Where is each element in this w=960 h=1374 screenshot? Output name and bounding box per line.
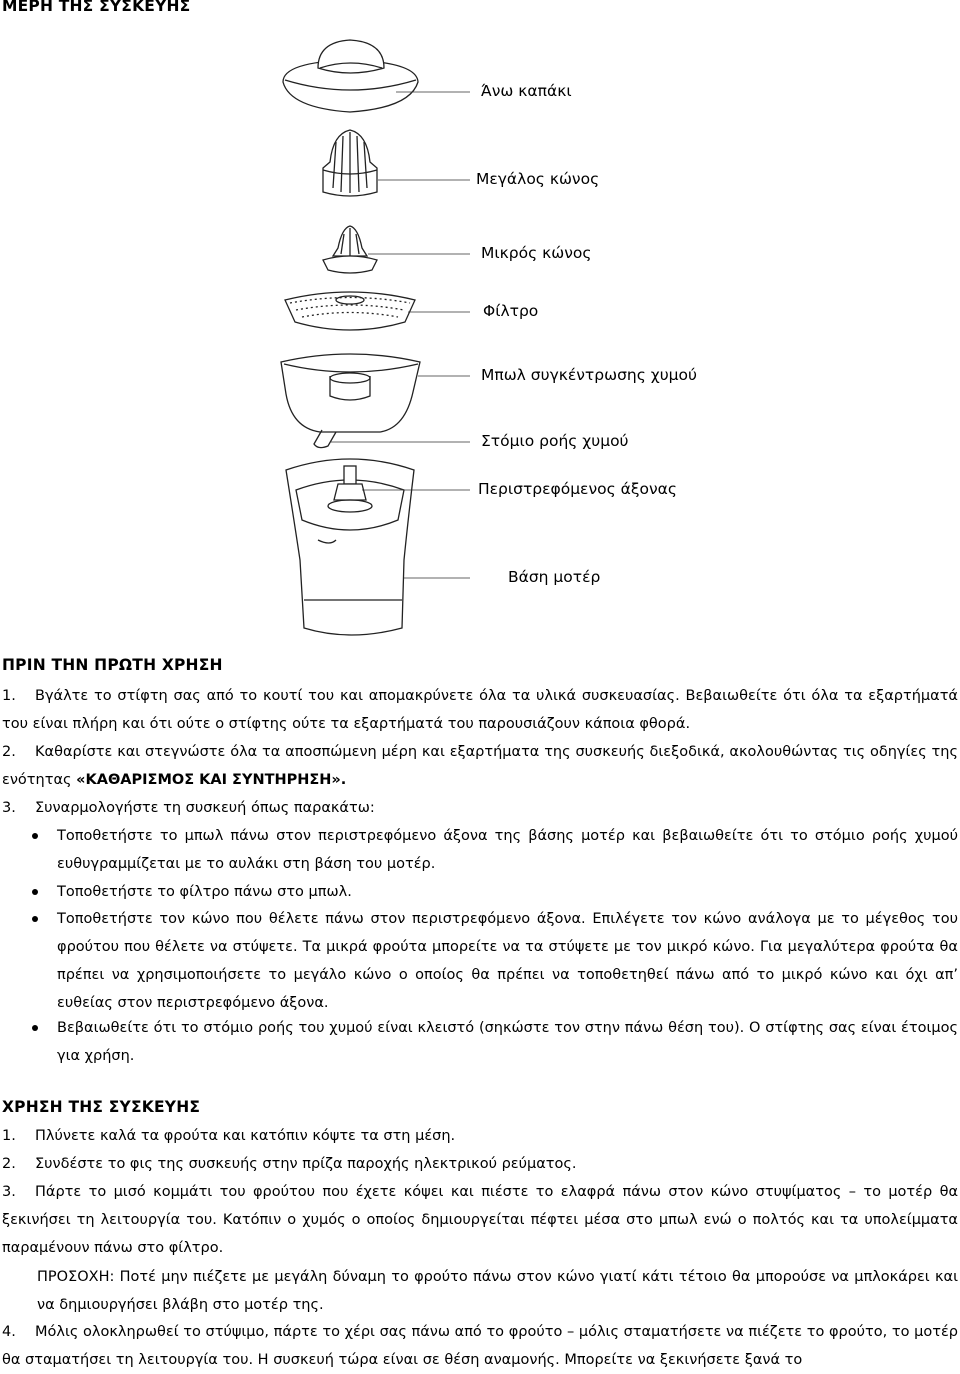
bullet-dot-icon: [32, 889, 38, 895]
small-cone-drawing: [323, 226, 377, 273]
bullet-text: Τοποθετήστε το μπωλ πάνω στον περιστρεφόμενο άξονα της βάσης μοτέρ και βεβαιωθείτε ότι το στόμιο ροής χυμού ευθυγραμμίζεται με το αυλάκι στη βάση του μοτέρ.: [57, 828, 958, 872]
bullet-dot-icon: [32, 833, 38, 839]
usage-step-3: [2, 1178, 958, 1262]
step-number: 4.: [2, 1324, 16, 1340]
usage-step-4: [2, 1318, 958, 1374]
part-label-motor-base: Βάση μοτέρ: [508, 568, 601, 586]
part-label-juice-bowl: Μπωλ συγκέντρωσης χυμού: [481, 366, 697, 384]
bullet-text: Τοποθετήστε το φίλτρο πάνω στο μπωλ.: [57, 884, 352, 900]
assembly-bullet-4: [57, 1014, 958, 1070]
usage-step-2: [2, 1150, 958, 1178]
section-title-before-first-use: ΠΡΙΝ ΤΗΝ ΠΡΩΤΗ ΧΡΗΣΗ: [2, 656, 223, 674]
part-label-top-lid: Άνω καπάκι: [481, 82, 572, 100]
step-number: 2.: [2, 744, 16, 760]
assembly-bullet-2: [57, 878, 958, 906]
cleaning-section-reference: «ΚΑΘΑΡΙΣΜΟΣ ΚΑΙ ΣΥΝΤΗΡΗΣΗ».: [76, 772, 347, 788]
before-use-step-1: [2, 682, 958, 738]
section-title-parts: ΜΕΡΗ ΤΗΣ ΣΥΣΚΕΥΗΣ: [2, 0, 191, 15]
before-use-step-3: [2, 794, 958, 822]
step-number: 3.: [2, 1184, 16, 1200]
step-text: Βγάλτε το στίφτη σας από το κουτί του και απομακρύνετε όλα τα υλικά συσκευασίας. Βεβαιωθείτε ότι όλα τα εξαρτήματά του είναι πλήρη και ότι ούτε ο στίφτης ούτε τα εξαρτήματά του παρουσιάζουν κάποια φθορά.: [2, 688, 958, 732]
section-title-usage: ΧΡΗΣΗ ΤΗΣ ΣΥΣΚΕΥΗΣ: [2, 1098, 201, 1116]
bullet-text: Βεβαιωθείτε ότι το στόμιο ροής του χυμού είναι κλειστό (σηκώστε τον στην πάνω θέση του). Ο στίφτης σας είναι έτοιμος για χρήση.: [57, 1020, 958, 1064]
step-text: Μόλις ολοκληρωθεί το στύψιμο, πάρτε το χέρι σας πάνω από το φρούτο – μόλις σταματήσετε να πιέζετε το φρούτο, το μοτέρ θα σταματήσει τη λειτουργία του. Η συσκευή τώρα είναι σε θέση αναμονής. Μπορείτε να ξεκινήσετε ξανά το: [2, 1324, 958, 1368]
bullet-dot-icon: [32, 916, 38, 922]
assembly-bullet-1: [57, 822, 958, 878]
step-number: 3.: [2, 800, 16, 816]
assembly-bullet-3: [57, 905, 958, 1017]
step-text: Καθαρίστε και στεγνώστε όλα τα αποσπώμενη μέρη και εξαρτήματα της συσκευής διεξοδικά, ακολουθώντας τις οδηγίες της ενότητας: [2, 744, 958, 788]
step-text: Πάρτε το μισό κομμάτι του φρούτου που έχετε κόψει και πιέστε το ελαφρά πάνω στον κώνο στυψίματος – το μοτέρ θα ξεκινήσει τη λειτουργία του. Κατόπιν ο χυμός ο οποίος δημιουργείται πέφτει μέσα στο μπωλ ενώ ο πολτός και τα υπολείμματα παραμένουν πάνω στο φίλτρο.: [2, 1184, 958, 1256]
top-lid-drawing: [283, 40, 418, 112]
part-label-spindle: Περιστρεφόμενος άξονας: [478, 480, 677, 498]
bullet-text: Τοποθετήστε τον κώνο που θέλετε πάνω στον περιστρεφόμενο άξονα. Επιλέγετε τον κώνο ανάλογα με το μέγεθος του φρούτου που θέλετε να στύψετε. Τα μικρά φρούτα μπορείτε να τα στύψετε με τον μικρό κώνο. Για μεγαλύτερα φρούτα θα πρέπει να χρησιμοποιήσετε το μεγάλο κώνο ο οποίος θα πρέπει να τοποθετηθεί πάνω από το μικρό κώνο και όχι απ’ ευθείας στον περιστρεφόμενο άξονα.: [57, 911, 958, 1011]
step-number: 2.: [2, 1156, 16, 1172]
juicer-parts-illustration: [0, 0, 960, 650]
bullet-dot-icon: [32, 1025, 38, 1031]
part-label-large-cone: Μεγάλος κώνος: [476, 170, 600, 188]
filter-drawing: [285, 292, 415, 330]
step-text: Συνδέστε το φις της συσκευής στην πρίζα παροχής ηλεκτρικού ρεύματος.: [35, 1156, 577, 1172]
motor-base-drawing: [286, 459, 414, 635]
part-label-juice-spout: Στόμιο ροής χυμού: [481, 432, 629, 450]
step-number: 1.: [2, 688, 16, 704]
part-label-small-cone: Μικρός κώνος: [481, 244, 592, 262]
step-text: Συναρμολογήστε τη συσκευή όπως παρακάτω:: [35, 800, 375, 816]
step-text: Πλύνετε καλά τα φρούτα και κατόπιν κόψτε τα στη μέση.: [35, 1128, 456, 1144]
large-cone-drawing: [323, 130, 377, 196]
bowl-drawing: [281, 354, 420, 448]
step-number: 1.: [2, 1128, 16, 1144]
part-label-filter: Φίλτρο: [483, 302, 539, 320]
before-use-step-2: [2, 738, 958, 794]
usage-warning: ΠΡΟΣΟΧΗ: Ποτέ μην πιέζετε με μεγάλη δύναμη το φρούτο πάνω στον κώνο γιατί κάτι τέτοιο θα μπορούσε να μπλοκάρει και να δημιουργήσει βλάβη στο μοτέρ της.: [37, 1269, 958, 1313]
usage-step-1: [2, 1122, 958, 1150]
